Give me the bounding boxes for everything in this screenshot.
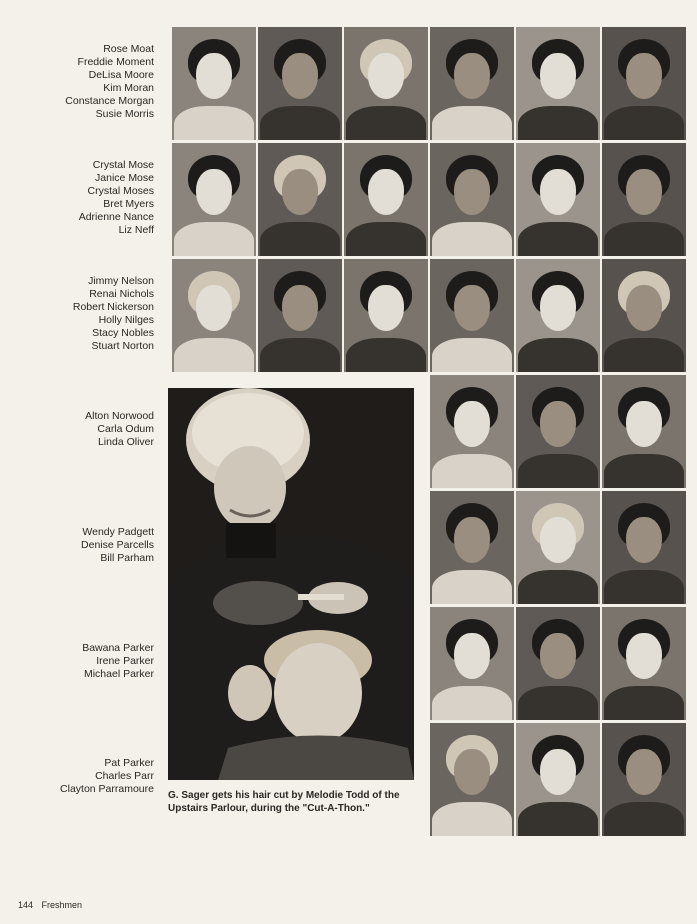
photo-caption: G. Sager gets his hair cut by Melodie Todd of the Upstairs Parlour, during the "Cut-A-Thon."	[168, 790, 400, 814]
names-group-2	[4, 159, 154, 237]
student-name: Charles Parr	[95, 770, 154, 782]
student-portrait	[430, 723, 514, 836]
student-portrait	[516, 491, 600, 604]
haircut-photo-illustration	[168, 388, 414, 780]
student-name: Alton Norwood	[85, 410, 154, 422]
student-name: Rose Moat	[103, 43, 154, 55]
student-portrait	[516, 723, 600, 836]
student-portrait	[516, 607, 600, 720]
student-portrait	[430, 607, 514, 720]
section-name: Freshmen	[41, 900, 83, 910]
names-group-1	[4, 43, 154, 121]
student-portrait	[258, 259, 342, 372]
student-name: Freddie Moment	[77, 56, 154, 68]
student-name: Adrienne Nance	[78, 211, 154, 223]
student-name: Stuart Norton	[91, 340, 154, 352]
student-name: Crystal Moses	[87, 185, 154, 197]
student-portrait	[172, 27, 256, 140]
page-footer	[18, 900, 88, 910]
student-name: Irene Parker	[96, 655, 154, 667]
student-portrait	[602, 723, 686, 836]
student-portrait	[516, 27, 600, 140]
student-portrait	[516, 375, 600, 488]
names-group-7	[4, 757, 154, 796]
student-name: Constance Morgan	[65, 95, 154, 107]
student-name: Robert Nickerson	[72, 301, 154, 313]
student-name: Bill Parham	[100, 552, 154, 564]
student-name: Bret Myers	[103, 198, 154, 210]
student-name: Kim Moran	[103, 82, 154, 94]
names-group-5	[4, 526, 154, 565]
student-portrait	[344, 259, 428, 372]
student-name: Wendy Padgett	[82, 526, 154, 538]
student-name: Jimmy Nelson	[88, 275, 154, 287]
student-portrait	[172, 143, 256, 256]
student-portrait	[602, 491, 686, 604]
student-name: Clayton Parramoure	[60, 783, 154, 795]
student-portrait	[430, 27, 514, 140]
names-group-4	[4, 410, 154, 449]
student-name: Crystal Mose	[92, 159, 154, 171]
student-portrait	[516, 143, 600, 256]
feature-photo	[168, 388, 414, 780]
student-portrait	[602, 143, 686, 256]
student-name: Denise Parcells	[81, 539, 154, 551]
student-name: Pat Parker	[104, 757, 154, 769]
names-group-3	[4, 275, 154, 353]
student-portrait	[602, 607, 686, 720]
student-name: Liz Neff	[118, 224, 154, 236]
student-portrait	[602, 27, 686, 140]
student-name: Susie Morris	[95, 108, 154, 120]
student-name: Stacy Nobles	[92, 327, 154, 339]
student-portrait	[430, 143, 514, 256]
student-portrait	[344, 143, 428, 256]
student-name: Linda Oliver	[97, 436, 154, 448]
student-portrait	[430, 491, 514, 604]
student-portrait	[258, 27, 342, 140]
page-number: 144	[18, 900, 34, 910]
student-name: DeLisa Moore	[88, 69, 154, 81]
student-portrait	[344, 27, 428, 140]
student-portrait	[602, 375, 686, 488]
student-portrait	[602, 259, 686, 372]
student-portrait	[172, 259, 256, 372]
student-name: Michael Parker	[83, 668, 154, 680]
student-portrait	[430, 375, 514, 488]
student-portrait	[258, 143, 342, 256]
names-group-6	[4, 642, 154, 681]
student-portrait	[516, 259, 600, 372]
student-name: Bawana Parker	[82, 642, 154, 654]
student-name: Janice Mose	[95, 172, 154, 184]
student-portrait	[430, 259, 514, 372]
student-name: Renai Nichols	[89, 288, 154, 300]
student-name: Carla Odum	[97, 423, 154, 435]
student-name: Holly Nilges	[98, 314, 154, 326]
